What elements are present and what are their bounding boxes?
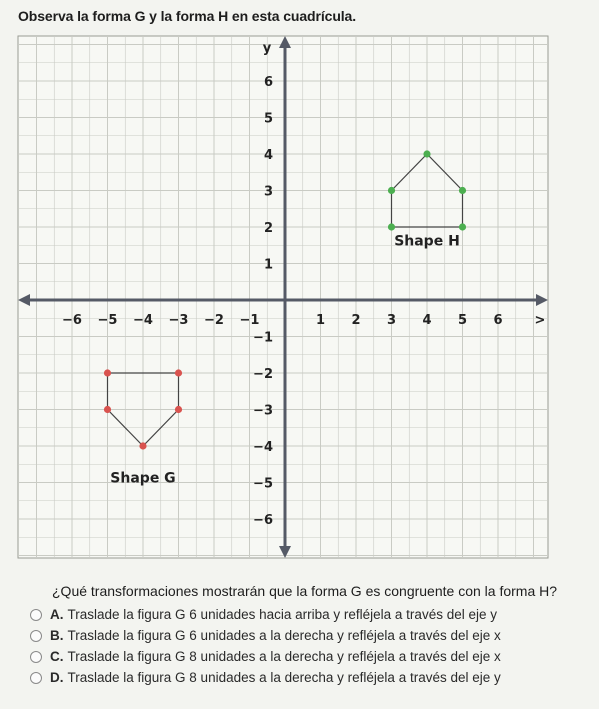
radio-button-icon[interactable] xyxy=(30,672,42,684)
shape-label: Shape H xyxy=(394,233,460,250)
y-tick-label: −4 xyxy=(253,440,273,455)
shape-vertex xyxy=(459,223,466,230)
x-tick-label: −2 xyxy=(204,313,224,328)
shape-vertex xyxy=(423,150,430,157)
y-tick-label: −2 xyxy=(253,367,273,382)
y-tick-label: 1 xyxy=(263,257,273,273)
x-tick-label: 4 xyxy=(422,313,432,328)
shape-vertex xyxy=(104,406,111,413)
x-tick-label: 1 xyxy=(315,313,326,328)
grid-frame xyxy=(18,36,548,558)
x-tick-label: 3 xyxy=(386,313,397,328)
choice-text: Traslade la figura G 6 unidades a la derecha y refléjela a través del eje x xyxy=(67,628,501,643)
y-axis-label: y xyxy=(262,41,272,56)
shape-vertex xyxy=(388,223,395,230)
y-tick-label: −3 xyxy=(253,403,273,419)
shape-vertex xyxy=(104,369,111,376)
choice-letter: B. xyxy=(50,628,64,643)
x-tick-label: 5 xyxy=(457,313,468,328)
shape-vertex xyxy=(388,187,395,194)
shape-vertex xyxy=(459,187,466,194)
shape-vertex xyxy=(175,406,182,413)
x-tick-label: −3 xyxy=(168,313,189,328)
shape-label: Shape G xyxy=(110,470,176,487)
x-tick-label: −6 xyxy=(62,313,82,328)
grid-lines xyxy=(18,36,548,558)
choice-b[interactable] xyxy=(30,625,595,646)
prompt-text: Observa la forma G y la forma H en esta cuadrícula. xyxy=(18,8,357,24)
y-tick-label: 5 xyxy=(263,111,273,127)
x-axis-label: > xyxy=(534,313,546,328)
y-tick-label: 6 xyxy=(263,75,273,90)
shape-vertex xyxy=(139,442,146,449)
y-tick-label: −6 xyxy=(253,513,273,528)
y-tick-label: 4 xyxy=(263,148,273,163)
question-text: ¿Qué transformaciones mostrarán que la forma G es congruente con la forma H? xyxy=(52,583,558,599)
choice-c[interactable] xyxy=(30,646,595,667)
choice-a[interactable] xyxy=(30,604,595,625)
choice-letter: C. xyxy=(50,649,64,664)
y-tick-label: 2 xyxy=(263,221,273,236)
y-tick-label: −1 xyxy=(253,330,273,346)
x-tick-label: 2 xyxy=(351,313,361,328)
choice-text: Traslade la figura G 8 unidades a la derecha y refléjela a través del eje y xyxy=(67,670,501,685)
choice-d[interactable] xyxy=(30,667,595,688)
y-tick-label: −5 xyxy=(253,476,273,492)
shape-vertex xyxy=(175,369,182,376)
choice-text: Traslade la figura G 8 unidades a la derecha y refléjela a través del eje x xyxy=(67,649,501,664)
x-tick-label: −1 xyxy=(239,313,260,328)
x-tick-label: −4 xyxy=(133,313,153,328)
choice-letter: A. xyxy=(50,607,64,622)
x-tick-label: −5 xyxy=(97,313,118,328)
radio-button-icon[interactable] xyxy=(30,651,42,663)
radio-button-icon[interactable] xyxy=(30,630,42,642)
choice-text: Traslade la figura G 6 unidades hacia arriba y refléjela a través del eje y xyxy=(67,607,497,622)
answer-choices xyxy=(30,604,595,688)
x-tick-label: 6 xyxy=(493,313,503,328)
choice-letter: D. xyxy=(50,670,64,685)
y-tick-label: 3 xyxy=(263,184,273,200)
radio-button-icon[interactable] xyxy=(30,609,42,621)
